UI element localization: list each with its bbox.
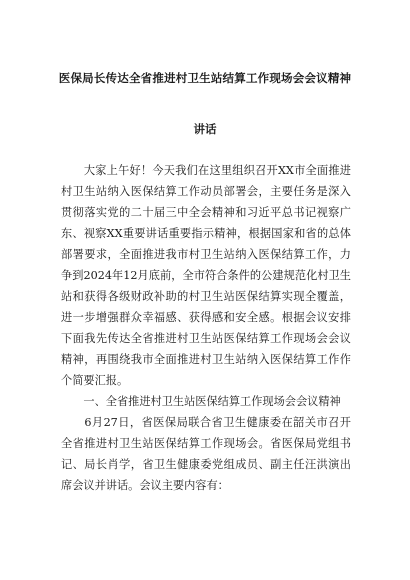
body-line: 个简要汇报。 bbox=[61, 374, 129, 387]
body-line: 下面我先传达全省推进村卫生站医保结算工作现场会会议 bbox=[61, 332, 351, 345]
document-subtitle: 讲话 bbox=[193, 122, 217, 136]
body-line: 进一步增强群众幸福感、获得感和安全感。根据会议安排 bbox=[61, 311, 351, 324]
section-heading: 一、全省推进村卫生站医保结算工作现场会会议精神 bbox=[61, 395, 341, 408]
body-line: 部署要求，全面推进我市村卫生站纳入医保结算工作，力 bbox=[61, 248, 351, 261]
body-line: 大家上午好！今天我们在这里组织召开XX市全面推进 bbox=[61, 164, 351, 177]
body-line: 争到2024年12月底前，全市符合条件的公建规范化村卫生 bbox=[61, 269, 351, 282]
body-line: 席会议并讲话。会议主要内容有： bbox=[61, 479, 229, 492]
body-line: 全省推进村卫生站医保结算工作现场会。省医保局党组书 bbox=[61, 437, 351, 450]
body-line: 记、局长肖学，省卫生健康委党组成员、副主任汪洪演出 bbox=[61, 458, 351, 471]
body-line: 贯彻落实党的二十届三中全会精神和习近平总书记视察广 bbox=[61, 206, 351, 219]
document-body bbox=[61, 160, 351, 496]
body-line: 东、视察XX重要讲话重要指示精神，根据国家和省的总体 bbox=[61, 227, 351, 240]
document-title: 医保局长传达全省推进村卫生站结算工作现场会会议精神 bbox=[58, 71, 352, 85]
body-line: 村卫生站纳入医保结算工作动员部署会，主要任务是深入 bbox=[61, 185, 351, 198]
body-line: 精神，再围绕我市全面推进村卫生站纳入医保结算工作作 bbox=[61, 353, 351, 366]
body-line: 站和获得各级财政补助的村卫生站医保结算实现全覆盖， bbox=[61, 290, 351, 303]
body-line: 6月27日，省医保局联合省卫生健康委在韶关市召开 bbox=[61, 416, 351, 429]
